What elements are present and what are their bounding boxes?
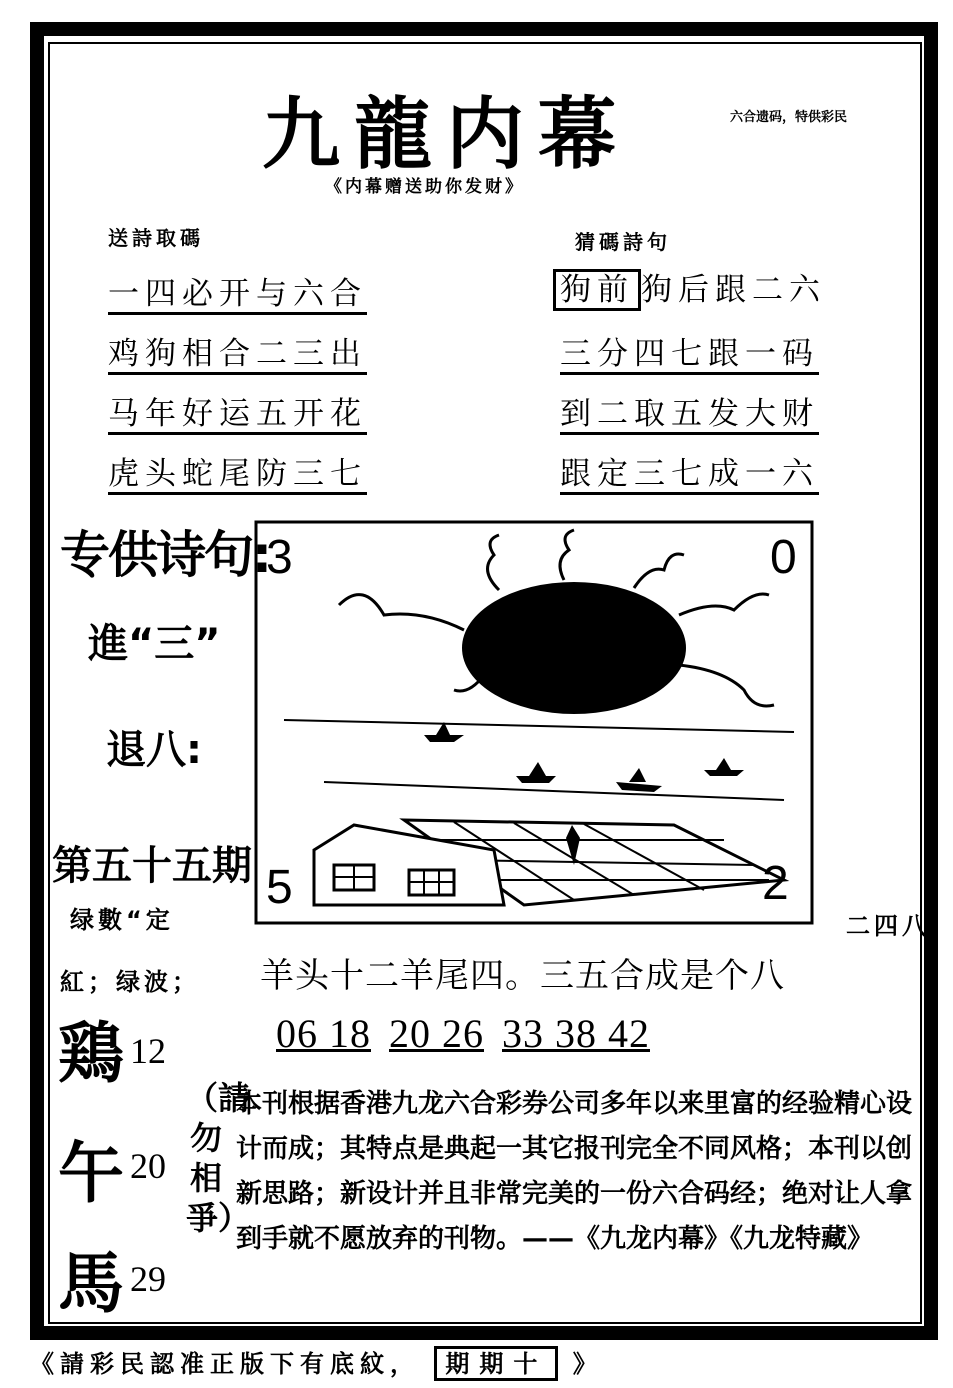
special-label: 专供诗句: bbox=[60, 526, 270, 584]
corner-number-bottom-right: 2 bbox=[762, 857, 789, 910]
corner-number-top-left: 3 bbox=[266, 531, 293, 584]
page-title: 九龍内幕 bbox=[262, 89, 631, 180]
illustration-drawing bbox=[254, 520, 814, 925]
description: 本刊根据香港九龙六合彩券公司多年以来里富的经验精心设计而成；其特点是典起一其它报刊完全不同风格；本刊以创新思路；新设计并且非常完美的一份六合码经；绝对让人拿到手就不愿放弃的刊物。——《九龙内幕》《九龙特藏》 bbox=[236, 1089, 913, 1254]
sun-shape bbox=[462, 582, 686, 714]
wave-label: 紅；绿波； bbox=[60, 968, 200, 996]
left-poem-line: 马年好运五开花 bbox=[108, 388, 367, 433]
vertical-note: （請勿相爭） bbox=[186, 1079, 251, 1237]
footer-end: 》 bbox=[572, 1349, 603, 1378]
issue-side-note: 二四八 bbox=[846, 912, 930, 940]
right-poem-line: 到二取五发大财 bbox=[560, 388, 819, 433]
title-side-note: 六合遗码，特供彩民 bbox=[730, 110, 848, 125]
number-group: 33 38 42 bbox=[502, 1011, 650, 1056]
verse-line: 羊头十二羊尾四。三五合成是个八 bbox=[260, 956, 785, 996]
green-number-label: 绿數“定 bbox=[70, 906, 174, 934]
issue-label: 第五十五期 bbox=[52, 843, 252, 889]
footer bbox=[30, 1344, 603, 1379]
retreat-hint: 退八: bbox=[106, 727, 202, 773]
zodiac-name: 鶏 bbox=[58, 1015, 124, 1092]
left-poem-heading: 送詩取碼 bbox=[108, 226, 204, 250]
advance-hint: 進“三” bbox=[88, 621, 221, 667]
number-row bbox=[276, 1010, 668, 1057]
zodiac-name: 馬 bbox=[58, 1245, 124, 1322]
corner-number-top-right: 0 bbox=[770, 531, 797, 584]
right-poem-line: 三分四七跟一码 bbox=[560, 328, 819, 373]
zodiac-number: 29 bbox=[130, 1259, 166, 1299]
zodiac-number: 20 bbox=[130, 1146, 166, 1186]
footer-boxed: 期期十 bbox=[434, 1346, 558, 1381]
left-poem-line: 虎头蛇尾防三七 bbox=[108, 448, 367, 493]
footer-text: 《請彩民認准正版下有底紋， bbox=[30, 1349, 420, 1378]
number-group: 06 18 bbox=[276, 1011, 371, 1056]
right-poem-heading: 猜碼詩句 bbox=[575, 230, 671, 254]
boxed-phrase: 狗前 bbox=[553, 269, 641, 311]
left-poem-line: 鸡狗相合二三出 bbox=[108, 328, 367, 373]
right-poem-line: 跟定三七成一六 bbox=[560, 448, 819, 493]
left-poem-line: 一四必开与六合 bbox=[108, 268, 367, 313]
zodiac-number: 12 bbox=[130, 1031, 166, 1071]
corner-number-bottom-left: 5 bbox=[266, 861, 293, 914]
number-group: 20 26 bbox=[389, 1011, 484, 1056]
right-poem-line: 狗前 狗后跟二六 bbox=[553, 264, 826, 309]
illustration bbox=[254, 520, 814, 925]
zodiac-name: 午 bbox=[58, 1135, 124, 1212]
subtitle: 《内幕赠送助你发财》 bbox=[325, 177, 525, 197]
